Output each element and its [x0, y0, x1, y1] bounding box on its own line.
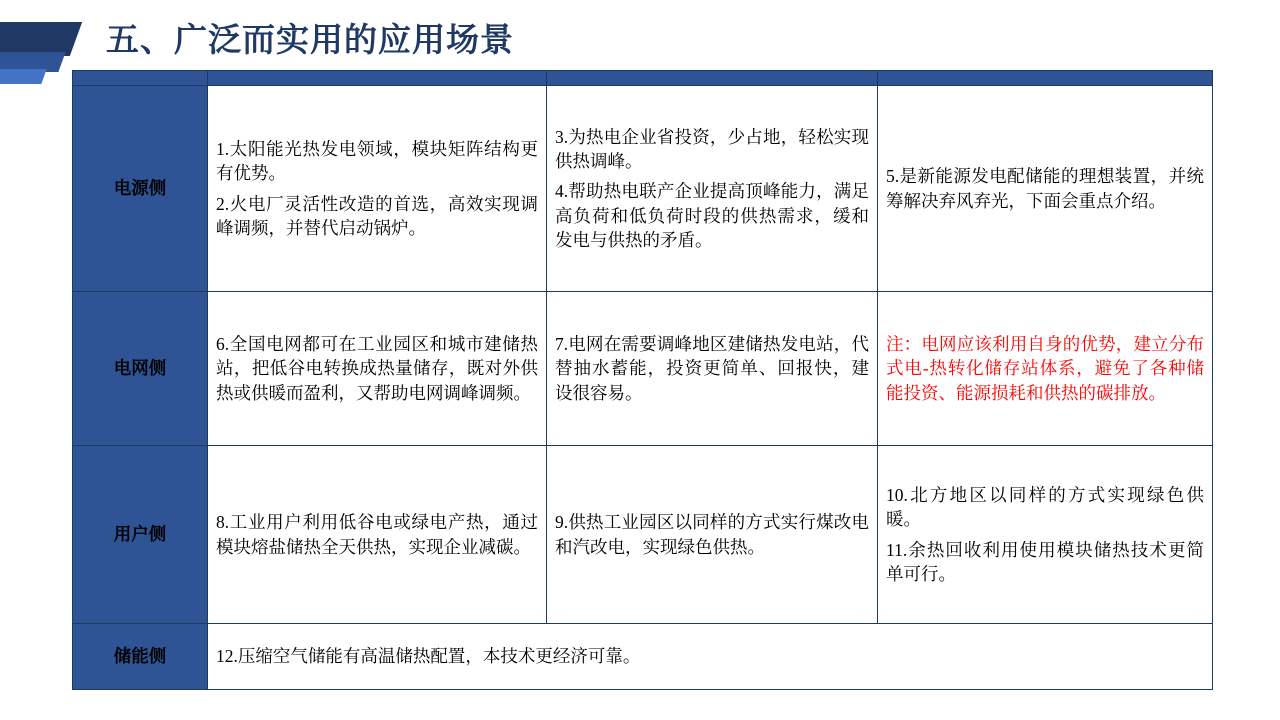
cell-paragraph: 4.帮助热电联产企业提高顶峰能力，满足高负荷和低负荷时段的供热需求，缓和发电与供热的矛盾。: [555, 181, 869, 250]
table-row: [73, 446, 1213, 624]
cell-power-source-1: [208, 86, 547, 292]
cell-paragraph: 10.北方地区以同样的方式实现绿色供暖。: [886, 485, 1204, 530]
cell-storage-side-1: [208, 624, 1213, 690]
application-scenarios-table-wrapper: [72, 70, 1208, 690]
ribbon-shape-dark: [0, 22, 82, 56]
row-head-storage-side: 储能侧: [73, 624, 208, 690]
cell-grid-side-1: [208, 292, 547, 446]
cell-paragraph: 9.供热工业园区以同样的方式实行煤改电和汽改电，实现绿色供热。: [555, 512, 869, 557]
cell-grid-side-note: [878, 292, 1213, 446]
cell-paragraph: 11.余热回收利用使用模块储热技术更简单可行。: [886, 539, 1204, 584]
table-row: [73, 624, 1213, 690]
cell-power-source-2: [547, 86, 878, 292]
header-band-cell-1: [208, 71, 547, 86]
cell-user-side-1: [208, 446, 547, 624]
cell-paragraph: 5.是新能源发电配储能的理想装置，并统筹解决弃风弃光，下面会重点介绍。: [886, 166, 1204, 211]
table-row: [73, 292, 1213, 446]
cell-paragraph: 8.工业用户利用低谷电或绿电产热，通过模块熔盐储热全天供热，实现企业减碳。: [216, 512, 538, 557]
cell-user-side-3: [878, 446, 1213, 624]
cell-paragraph: 7.电网在需要调峰地区建储热发电站，代替抽水蓄能，投资更简单、回报快，建设很容易。: [555, 334, 869, 403]
page-title: 五、广泛而实用的应用场景: [106, 23, 514, 59]
cell-paragraph-note: 注：电网应该利用自身的优势，建立分布式电-热转化储存站体系，避免了各种储能投资、能源损耗和供热的碳排放。: [886, 334, 1204, 403]
cell-paragraph: 12.压缩空气储能有高温储热配置，本技术更经济可靠。: [216, 646, 641, 667]
table-row: [73, 86, 1213, 292]
table-header-band: [73, 71, 1213, 86]
header-band-cell-2: [547, 71, 878, 86]
ribbon-shape-light: [0, 69, 47, 84]
row-head-power-source: 电源侧: [73, 86, 208, 292]
cell-power-source-3: [878, 86, 1213, 292]
row-head-user-side: 用户侧: [73, 446, 208, 624]
cell-user-side-2: [547, 446, 878, 624]
cell-grid-side-2: [547, 292, 878, 446]
header-band-cell-3: [878, 71, 1213, 86]
cell-paragraph: 1.太阳能光热发电领域，模块矩阵结构更有优势。: [216, 139, 538, 184]
cell-paragraph: 6.全国电网都可在工业园区和城市建储热站，把低谷电转换成热量储存，既对外供热或供暖而盈利，又帮助电网调峰调频。: [216, 334, 538, 403]
cell-paragraph: 3.为热电企业省投资，少占地，轻松实现供热调峰。: [555, 127, 869, 172]
cell-paragraph: 2.火电厂灵活性改造的首选，高效实现调峰调频，并替代启动锅炉。: [216, 193, 538, 238]
header-band-cell-0: [73, 71, 208, 86]
row-head-grid-side: 电网侧: [73, 292, 208, 446]
application-scenarios-table: [72, 70, 1213, 690]
